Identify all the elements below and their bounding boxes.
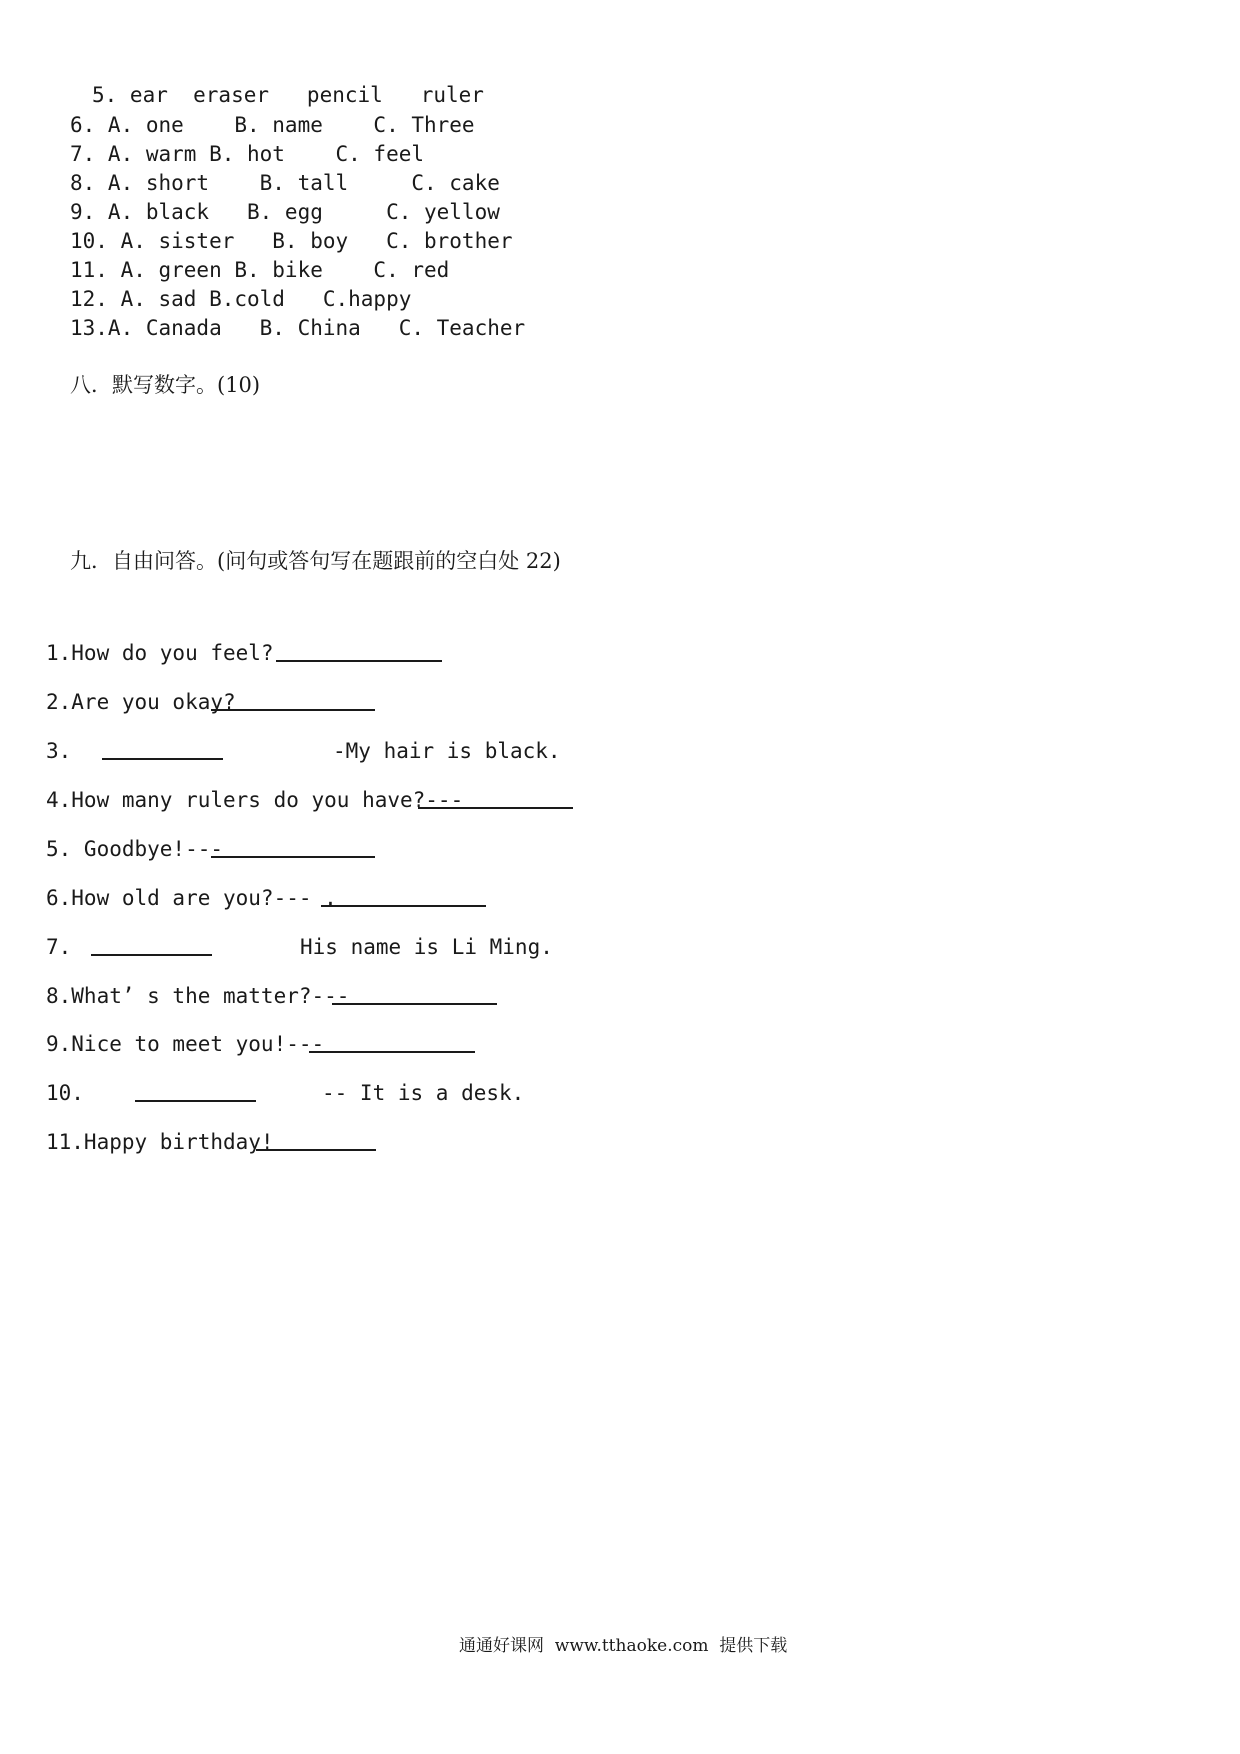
question-item: 5. Goodbye!--- (46, 837, 224, 861)
choice-item: 5. ear eraser pencil ruler (92, 83, 484, 107)
choice-item: 12. A. sad B.cold C.happy (70, 287, 412, 311)
question-item: 2.Are you okay? (46, 690, 236, 714)
section-9-heading: 九．自由问答。(问句或答句写在题跟前的空白处 22) (70, 549, 561, 573)
page-footer: 通通好课网 www.tthaoke.com 提供下载 (459, 1636, 788, 1656)
answer-blank[interactable] (211, 856, 375, 858)
answer-text: -My hair is black. (333, 739, 561, 763)
choice-item: 9. A. black B. egg C. yellow (70, 200, 500, 224)
choice-item: 13.A. Canada B. China C. Teacher (70, 316, 526, 340)
question-item: 1.How do you feel? (46, 641, 274, 665)
choice-item: 11. A. green B. bike C. red (70, 258, 450, 282)
choice-item: 7. A. warm B. hot C. feel (70, 142, 425, 166)
choice-item: 8. A. short B. tall C. cake (70, 171, 500, 195)
question-item: 9.Nice to meet you!--- (46, 1032, 325, 1056)
question-item: 6.How old are you?--- . (46, 886, 337, 910)
answer-blank[interactable] (309, 1051, 475, 1053)
section-8-heading: 八．默写数字。(10) (70, 373, 261, 397)
answer-blank[interactable] (256, 1149, 376, 1151)
answer-text: -- It is a desk. (322, 1081, 525, 1105)
answer-blank[interactable] (321, 905, 486, 907)
answer-blank[interactable] (135, 1100, 256, 1102)
choice-item: 6. A. one B. name C. Three (70, 113, 475, 137)
answer-blank[interactable] (211, 709, 375, 711)
question-number: 7. (46, 935, 72, 959)
answer-blank[interactable] (102, 758, 223, 760)
question-number: 3. (46, 739, 72, 763)
question-item: 11.Happy birthday! (46, 1130, 274, 1154)
answer-blank[interactable] (418, 807, 573, 809)
choice-item: 10. A. sister B. boy C. brother (70, 229, 513, 253)
answer-text: His name is Li Ming. (300, 935, 553, 959)
question-item: 8.What’ s the matter?--- (46, 984, 350, 1008)
question-item: 4.How many rulers do you have?--- (46, 788, 464, 812)
answer-blank[interactable] (332, 1003, 497, 1005)
answer-blank[interactable] (276, 660, 442, 662)
question-number: 10. (46, 1081, 84, 1105)
answer-blank[interactable] (91, 954, 212, 956)
